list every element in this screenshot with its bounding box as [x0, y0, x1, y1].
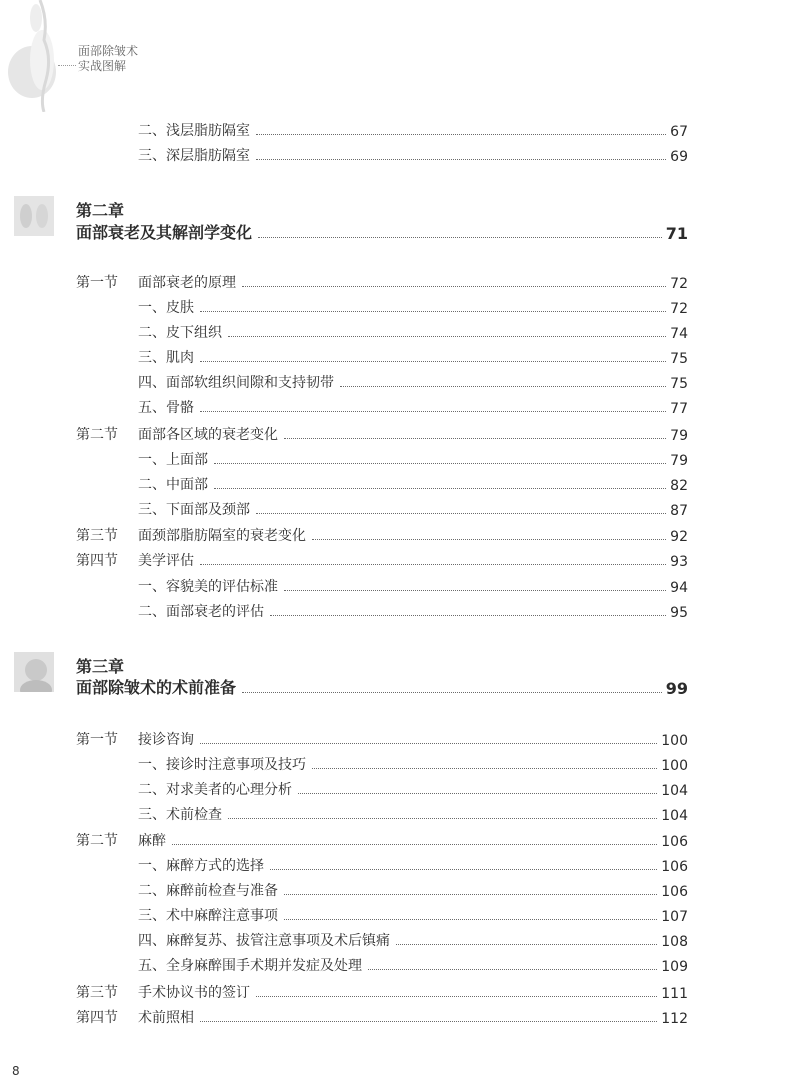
toc-entry-title: 一、皮肤: [138, 300, 194, 316]
toc-entry[interactable]: [76, 1005, 688, 1027]
toc-entry[interactable]: [76, 395, 688, 417]
toc-dot-leader: [270, 615, 666, 616]
toc-page-number: 108: [661, 934, 688, 950]
toc-entry-title: 三、术前检查: [138, 807, 222, 823]
toc-dot-leader: [200, 361, 666, 362]
toc-page-number: 100: [661, 758, 688, 774]
toc-page-number: 71: [665, 224, 688, 243]
toc-entry-title: 面部衰老及其解剖学变化: [76, 223, 253, 242]
toc-page-number: 72: [670, 276, 688, 292]
toc-page-number: 106: [661, 884, 688, 900]
toc-entry[interactable]: [76, 953, 688, 975]
toc-page-number: 87: [670, 503, 688, 519]
header-face-ornament: [4, 0, 66, 112]
toc-entry[interactable]: [76, 727, 688, 749]
toc-entry-title: 二、皮下组织: [138, 325, 222, 341]
toc-entry[interactable]: [76, 599, 688, 621]
toc-page-number: 77: [670, 401, 688, 417]
toc-entry-title: 五、全身麻醉围手术期并发症及处理: [138, 958, 362, 974]
toc-entry[interactable]: [76, 878, 688, 900]
toc-entry-title: 一、麻醉方式的选择: [138, 858, 264, 874]
toc-page-number: 75: [670, 376, 688, 392]
toc-page-number: 82: [670, 478, 688, 494]
toc-entry-title: 一、容貌美的评估标准: [138, 579, 278, 595]
toc-entry-title: 面部除皱术的术前准备: [76, 678, 237, 697]
toc-dot-leader: [256, 513, 666, 514]
toc-page-number: 79: [670, 428, 688, 444]
toc-entry-title: 三、下面部及颈部: [138, 502, 250, 518]
toc-dot-leader: [200, 311, 666, 312]
toc-entry-title: 二、麻醉前检查与准备: [138, 883, 278, 899]
toc-dot-leader: [312, 539, 666, 540]
toc-page-number: 69: [670, 149, 688, 165]
toc-entry[interactable]: [76, 118, 688, 140]
page-number: 8: [12, 1064, 20, 1078]
toc-entry-title: 面颈部脂肪隔室的衰老变化: [138, 528, 306, 544]
toc-dot-leader: [284, 894, 657, 895]
toc-entry[interactable]: [76, 370, 688, 392]
toc-entry-title: 二、对求美者的心理分析: [138, 782, 292, 798]
toc-dot-leader: [228, 336, 666, 337]
toc-entry[interactable]: [76, 221, 688, 243]
book-title-line1: 面部除皱术: [78, 44, 139, 58]
toc-page-number: 75: [670, 351, 688, 367]
toc-entry[interactable]: [76, 548, 688, 570]
toc-entry[interactable]: [76, 447, 688, 469]
toc-entry-title: 二、面部衰老的评估: [138, 604, 264, 620]
header-dash: [58, 65, 76, 66]
toc-page-number: 104: [661, 808, 688, 824]
toc-entry[interactable]: [76, 270, 688, 292]
toc-entry[interactable]: [76, 574, 688, 596]
toc-page-number: 92: [670, 529, 688, 545]
toc-entry[interactable]: [76, 345, 688, 367]
toc-entry[interactable]: [76, 422, 688, 444]
toc-page-number: 106: [661, 834, 688, 850]
toc-entry-title: 二、浅层脂肪隔室: [138, 123, 250, 139]
toc-dot-leader: [200, 743, 657, 744]
toc-entry[interactable]: [76, 143, 688, 165]
toc-dot-leader: [256, 134, 666, 135]
toc-page-number: 107: [661, 909, 688, 925]
toc-page-number: 79: [670, 453, 688, 469]
book-title-line2: 实战图解: [78, 59, 127, 73]
toc-dot-leader: [214, 488, 666, 489]
toc-entry-title: 三、深层脂肪隔室: [138, 148, 250, 164]
toc-dot-leader: [214, 463, 666, 464]
toc-section-label: 第二节: [76, 427, 118, 443]
toc-page-number: 112: [661, 1011, 688, 1027]
toc-dot-leader: [284, 590, 666, 591]
toc-entry-title: 一、上面部: [138, 452, 208, 468]
toc-entry-title: 接诊咨询: [138, 732, 194, 748]
toc-dot-leader: [242, 286, 666, 287]
toc-entry-title: 一、接诊时注意事项及技巧: [138, 757, 306, 773]
toc-entry[interactable]: [76, 752, 688, 774]
toc-section-label: 第四节: [76, 553, 118, 569]
toc-page-number: 111: [661, 986, 688, 1002]
toc-dot-leader: [200, 1021, 657, 1022]
chapter2-label: 第二章: [76, 201, 125, 220]
toc-dot-leader: [228, 818, 657, 819]
toc-entry-title: 麻醉: [138, 833, 166, 849]
toc-section-label: 第一节: [76, 732, 118, 748]
toc-entry-title: 二、中面部: [138, 477, 208, 493]
toc-dot-leader: [200, 411, 666, 412]
toc-entry[interactable]: [76, 523, 688, 545]
toc-entry-title: 四、面部软组织间隙和支持韧带: [138, 375, 334, 391]
toc-page-number: 106: [661, 859, 688, 875]
toc-page-number: 94: [670, 580, 688, 596]
toc-dot-leader: [256, 996, 657, 997]
toc-dot-leader: [172, 844, 657, 845]
toc-entry-title: 术前照相: [138, 1010, 194, 1026]
toc-dot-leader: [312, 768, 657, 769]
toc-page-number: 100: [661, 733, 688, 749]
toc-page-number: 95: [670, 605, 688, 621]
toc-section-label: 第二节: [76, 833, 118, 849]
toc-page-number: 67: [670, 124, 688, 140]
toc-page-number: 104: [661, 783, 688, 799]
toc-section-label: 第三节: [76, 985, 118, 1001]
toc-dot-leader: [270, 869, 657, 870]
toc-entry[interactable]: [76, 853, 688, 875]
chapter2-thumbnail-image: [14, 196, 54, 236]
toc-entry-title: 面部各区域的衰老变化: [138, 427, 278, 443]
toc-section-label: 第四节: [76, 1010, 118, 1026]
toc-dot-leader: [340, 386, 666, 387]
toc-entry[interactable]: [76, 980, 688, 1002]
toc-entry[interactable]: [76, 295, 688, 317]
toc-page-number: 99: [665, 679, 688, 698]
toc-dot-leader: [200, 564, 666, 565]
toc-dot-leader: [298, 793, 657, 794]
toc-entry-title: 面部衰老的原理: [138, 275, 236, 291]
toc-entry-title: 三、术中麻醉注意事项: [138, 908, 278, 924]
toc-page-number: 109: [661, 959, 688, 975]
toc-entry[interactable]: [76, 676, 688, 698]
toc-page-number: 93: [670, 554, 688, 570]
toc-entry-title: 四、麻醉复苏、拔管注意事项及术后镇痛: [138, 933, 390, 949]
toc-entry[interactable]: [76, 497, 688, 519]
toc-entry[interactable]: [76, 903, 688, 925]
toc-entry[interactable]: [76, 472, 688, 494]
toc-section-label: 第一节: [76, 275, 118, 291]
chapter3-label: 第三章: [76, 657, 125, 676]
toc-entry-title: 手术协议书的签订: [138, 985, 250, 1001]
toc-dot-leader: [256, 159, 666, 160]
toc-dot-leader: [284, 919, 657, 920]
toc-entry[interactable]: [76, 828, 688, 850]
toc-dot-leader: [284, 438, 666, 439]
chapter3-thumbnail-image: [14, 652, 54, 692]
toc-entry[interactable]: [76, 802, 688, 824]
toc-section-label: 第三节: [76, 528, 118, 544]
toc-entry-title: 美学评估: [138, 553, 194, 569]
toc-dot-leader: [396, 944, 657, 945]
toc-entry[interactable]: [76, 777, 688, 799]
toc-dot-leader: [368, 969, 657, 970]
toc-entry[interactable]: [76, 928, 688, 950]
toc-dot-leader: [242, 692, 662, 693]
toc-dot-leader: [258, 237, 662, 238]
toc-page-number: 74: [670, 326, 688, 342]
toc-page-number: 72: [670, 301, 688, 317]
toc-entry-title: 五、骨骼: [138, 400, 194, 416]
toc-entry-title: 三、肌肉: [138, 350, 194, 366]
toc-entry[interactable]: [76, 320, 688, 342]
